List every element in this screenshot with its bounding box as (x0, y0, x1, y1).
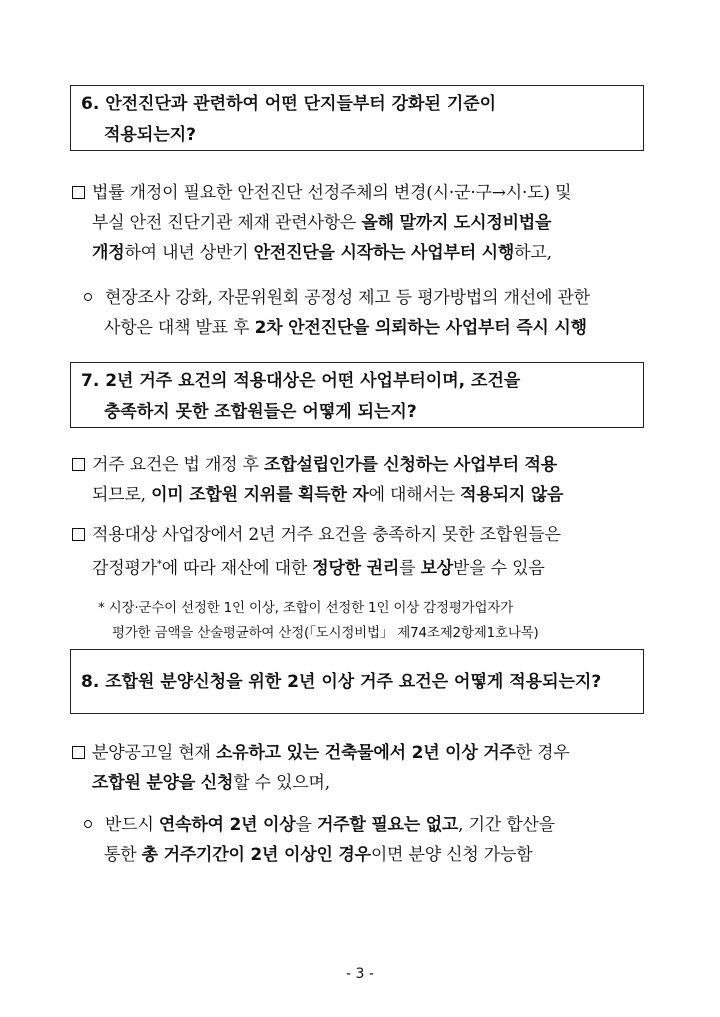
question-7-line-2: 충족하지 못한 조합원들은 어떻게 되는지? (104, 402, 417, 422)
page-number: - 3 - (346, 966, 374, 982)
answer-6-item-1: 법률 개정이 필요한 안전진단 선정주체의 변경(시·군·구→시·도) 및 부실 안전 진단기관 제재 관련사항은 올해 말까지 도시정비법을 개정하여 내년 상반기 안전진단을 시작하는 사업부터 시행하고, (72, 178, 652, 268)
circle-bullet-icon (84, 293, 92, 301)
answer-8-item-1: 분양공고일 현재 소유하고 있는 건축물에서 2년 이상 거주한 경우 조합원 분양을 신청할 수 있으며, (72, 738, 652, 798)
question-box-7 (70, 362, 644, 428)
question-box-6 (70, 85, 644, 151)
answer-7-item-2: 적용대상 사업장에서 2년 거주 요건을 충족하지 못한 조합원들은 감정평가*에 따라 재산에 대한 정당한 권리를 보상받을 수 있음 (72, 520, 652, 584)
question-6-line-1: 6. 안전진단과 관련하여 어떤 단지들부터 강화된 기준이 (81, 94, 497, 114)
question-box-8 (70, 649, 644, 714)
footnote-appraisal: * 시장·군수이 선정한 1인 이상, 조합이 선정한 1인 이상 감정평가업자가 평가한 금액을 산술평균하여 산정(「도시정비법」 제74조제2항제1호나목) (98, 600, 539, 641)
answer-6-subitem-1: 현장조사 강화, 자문위원회 공정성 제고 등 평가방법의 개선에 관한 사항은 대책 발표 후 2차 안전진단을 의뢰하는 사업부터 즉시 시행 (80, 283, 660, 343)
answer-7-item-1: 거주 요건은 법 개정 후 조합설립인가를 신청하는 사업부터 적용 되므로, 이미 조합원 지위를 획득한 자에 대해서는 적용되지 않음 (72, 450, 652, 510)
checkbox-bullet-icon (72, 746, 85, 759)
circle-bullet-icon (84, 820, 92, 828)
checkbox-bullet-icon (72, 528, 85, 541)
checkbox-bullet-icon (72, 186, 85, 199)
checkbox-bullet-icon (72, 458, 85, 471)
question-7-line-1: 7. 2년 거주 요건의 적용대상은 어떤 사업부터이며, 조건을 (81, 371, 521, 391)
question-6-line-2: 적용되는지? (104, 125, 196, 145)
question-8-line-1: 8. 조합원 분양신청을 위한 2년 이상 거주 요건은 어떻게 적용되는지? (81, 672, 602, 692)
answer-8-subitem-1: 반드시 연속하여 2년 이상을 거주할 필요는 없고, 기간 합산을 통한 총 거주기간이 2년 이상인 경우이면 분양 신청 가능함 (80, 810, 660, 870)
